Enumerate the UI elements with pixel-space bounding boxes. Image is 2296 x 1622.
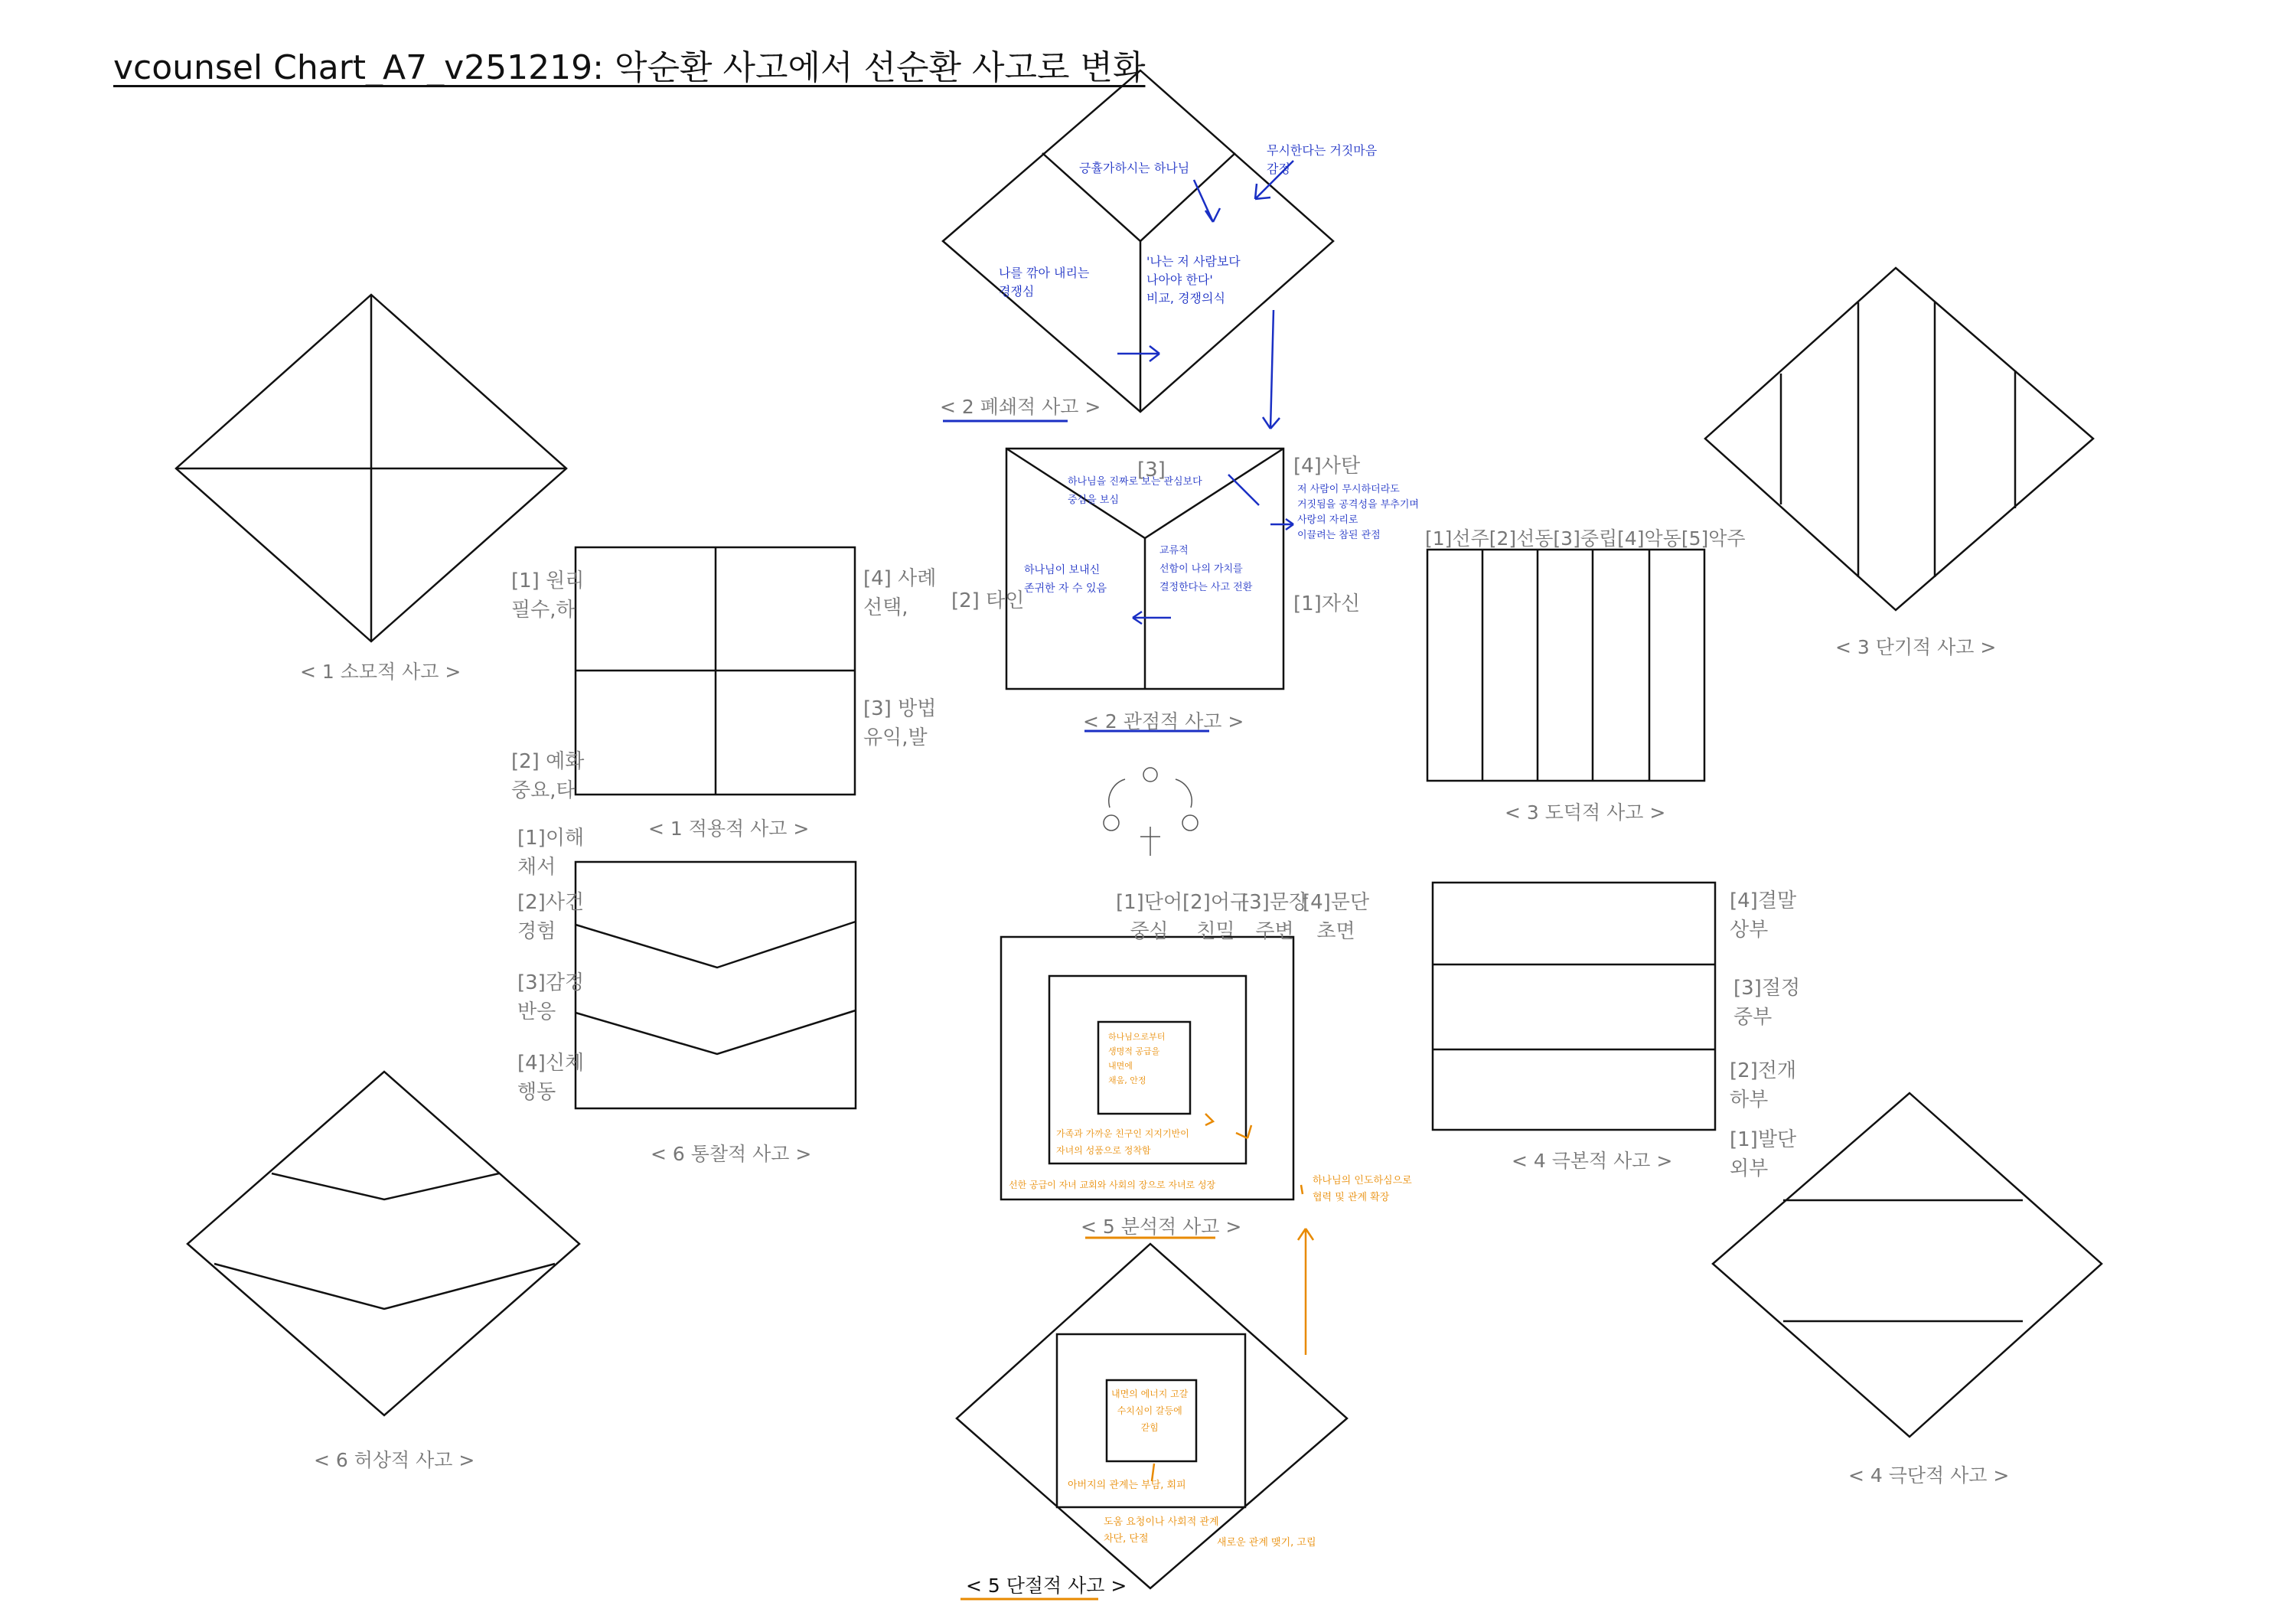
caption-extreme: < 4 극단적 사고 > [1848,1464,2010,1487]
square-outline [1433,883,1715,1130]
diamond-short-term [1705,268,2093,610]
square-outline [1427,550,1704,781]
label-words: [1]단어 중심 [1116,891,1183,943]
arrow [1298,1229,1313,1355]
label-paragraph: [4]문단 초면 [1303,891,1370,943]
label-phrase: [2]어구 친밀 [1182,891,1250,943]
label-example: [2] 예화 중요,타 [511,750,585,802]
square-script [1433,883,1715,1130]
caption-moral: < 3 도덕적 사고 > [1505,801,1666,824]
arrow [1194,180,1220,222]
label-satan: [4]사탄 [1293,455,1361,478]
page-title: vcounsel Chart_A7_v251219: 악순환 사고에서 선순환 사고로 변화 [113,48,1146,87]
note-comparison: '나는 저 사람보다 나아야 한다' 비교, 경쟁의식 [1146,254,1241,305]
label-principle: [1] 원리 필수,하 [511,569,585,622]
caption-insightful: < 6 통찰적 사고 > [651,1143,812,1165]
arrow [1205,1114,1213,1125]
note-life-supply: 하나님으로부터 생명적 공급을 내면에 채움, 안정 [1108,1032,1166,1085]
note-father-burden: 아버지의 관계는 부담, 회피 [1068,1480,1186,1491]
caption-analytical: < 5 분석적 사고 > [1081,1216,1242,1238]
note-family-support: 가족과 가까운 친구인 지지기반이 자녀의 성품으로 정착함 [1056,1128,1189,1156]
label-introduction: [1]발단 외부 [1730,1128,1797,1180]
arrow [1301,1185,1303,1194]
square-outline [576,862,856,1108]
square-insightful [576,862,856,1108]
label-sentence: [3]문장 주변 [1241,891,1309,943]
label-method: [3] 방법 유익,발 [863,697,937,749]
note-guidance: 하나님의 인도하심으로 협력 및 관계 확장 [1313,1175,1412,1203]
emblem-illustration [1104,768,1198,856]
caption-applied: < 1 적용적 사고 > [648,818,810,840]
note-energy-depleted: 내면의 에너지 고갈 수치심이 갈등에 갇힘 [1111,1389,1189,1433]
square-moral [1427,550,1704,781]
arrow [1117,346,1159,361]
label-climax: [3]절정 중부 [1733,977,1801,1029]
note-god-center: 하나님을 진짜로 보는 관심보다 중심을 보심 [1068,476,1202,506]
label-development: [2]전개 하부 [1730,1059,1797,1111]
label-understand: [1]이해 채서 [517,827,585,879]
label-moral-columns: [1]선주[2]선동[3]중립[4]악동[5]악주 [1425,527,1746,550]
label-conclusion: [4]결말 상부 [1730,889,1797,942]
caption-disconnected: < 5 단절적 사고 > [966,1575,1127,1597]
note-true-perspective: 저 사람이 무시하더라도 거짓됨을 공격성을 부추기며 사랑의 자리로 이끌려는 참된 관점 [1297,484,1419,541]
diamond-outline [188,1072,579,1415]
diamond-closed [943,70,1333,412]
label-other: [2] 타인 [951,589,1025,612]
diamond-outline [943,70,1333,412]
note-rivalry: 나를 깎아 내리는 경쟁심 [999,266,1090,299]
caption-short-term: < 3 단기적 사고 > [1835,636,1997,658]
note-cutoff: 도움 요청이나 사회적 관계 차단, 단절 [1104,1516,1219,1545]
arrow [1228,475,1259,505]
label-body: [4]신체 행동 [517,1052,585,1104]
square-applied [576,547,855,795]
diamond-outline [1705,268,2093,610]
diamond-illusory [188,1072,579,1415]
label-case: [4] 사례 선택, [863,567,937,619]
note-isolation: 새로운 관계 맺기, 고립 [1217,1537,1316,1549]
label-emotion: [3]감정 반응 [517,971,585,1023]
caption-perspective: < 2 관점적 사고 > [1083,710,1244,733]
label-three: [3] [1137,459,1166,481]
caption-illusory: < 6 허상적 사고 > [314,1449,475,1471]
note-compassion: 긍휼가하시는 하나님 [1079,161,1190,175]
arrow [1133,612,1171,624]
label-self: [1]자신 [1293,592,1361,615]
label-event: [2]사건 경험 [517,891,585,943]
caption-closed: < 2 폐쇄적 사고 > [940,396,1101,418]
note-precious: 하나님이 보내신 존귀한 자 수 있음 [1024,564,1107,595]
arrow [1263,310,1280,429]
arrow [1270,519,1293,530]
arrow [1236,1125,1251,1138]
note-ignored: 무시한다는 거짓마음 감정 [1267,143,1378,176]
caption-script: < 4 극본적 사고 > [1512,1150,1673,1172]
diamond-consuming [176,295,566,641]
caption-consuming: < 1 소모적 사고 > [300,661,461,683]
note-good-supply: 선한 공급이 자녀 교회와 사회의 장으로 자녀로 성장 [1009,1180,1216,1190]
note-transform: 교류적 선함이 나의 가치를 결정한다는 사고 전환 [1159,545,1253,593]
